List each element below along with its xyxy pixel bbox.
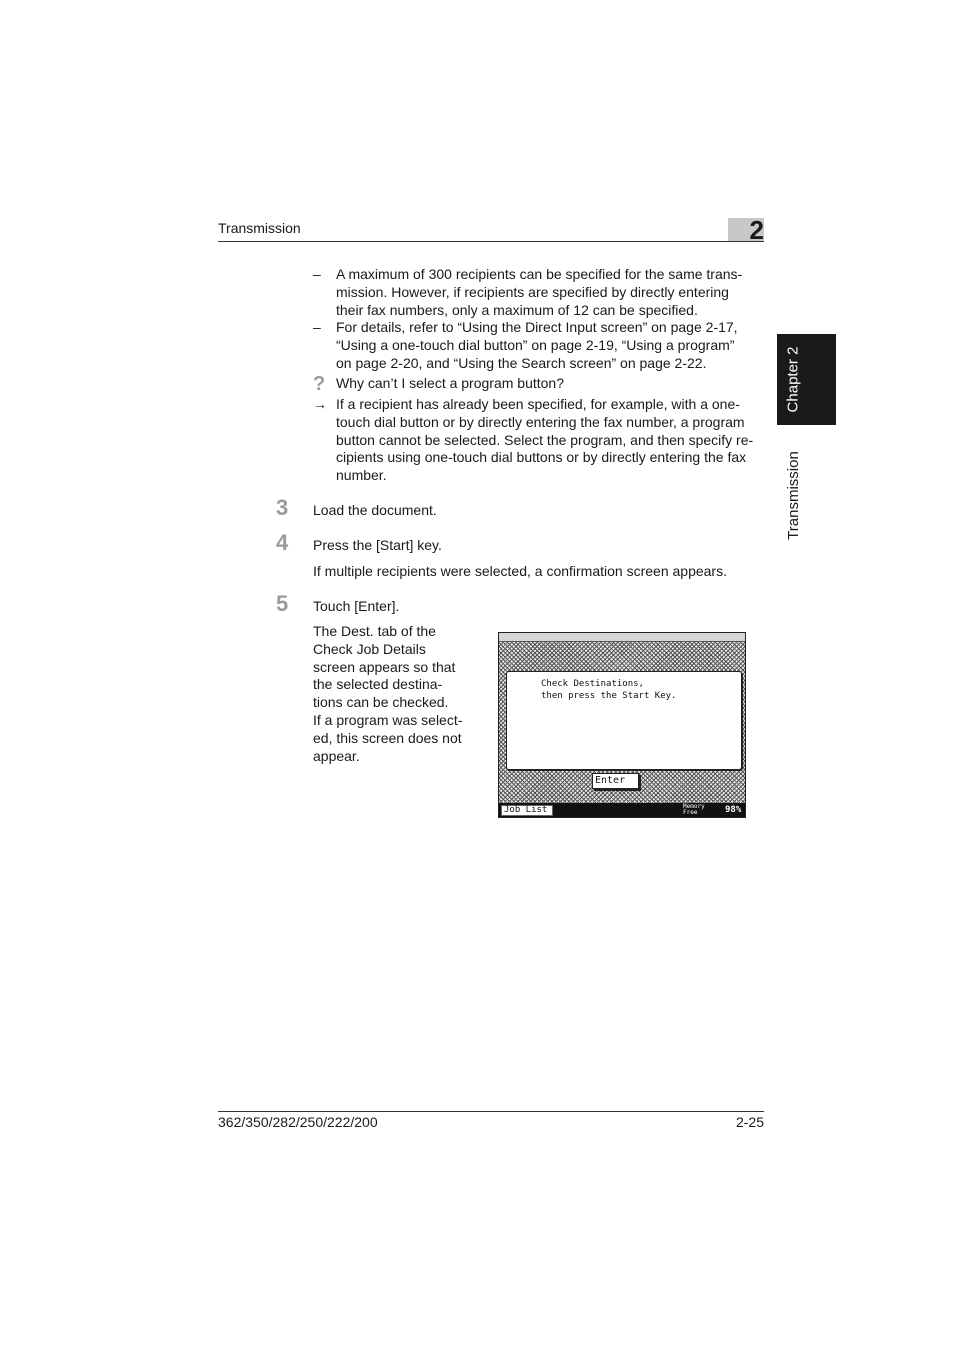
note-item — [313, 319, 763, 372]
step-number: 3 — [276, 495, 289, 520]
step-text: Press the [Start] key. — [313, 537, 442, 553]
note-line: For details, refer to “Using the Direct Input screen” on page 2-17, — [336, 319, 738, 335]
device-screen — [498, 632, 746, 818]
step-detail-line: tions can be checked. — [313, 694, 449, 711]
answer-line: cipients using one-touch dial buttons or by directly entering the fax — [336, 449, 747, 466]
note-line: mission. However, if recipients are specified by directly entering — [336, 283, 729, 300]
enter-button[interactable]: Enter — [592, 773, 639, 789]
side-section-label — [777, 440, 809, 550]
chapter-number: 2 — [749, 215, 764, 245]
step-detail-line: If a program was select- — [313, 711, 463, 728]
step-number: 4 — [276, 530, 289, 555]
dash-marker: – — [313, 319, 321, 335]
answer-line: If a recipient has already been specified, for example, with a one- — [336, 396, 740, 412]
step-detail-line: The Dest. tab of the — [313, 623, 436, 639]
note-line: A maximum of 300 recipients can be specified for the same trans- — [336, 266, 743, 282]
confirmation-dialog — [506, 671, 742, 770]
dialog-message-line: then press the Start Key. — [541, 691, 677, 701]
step-detail-line: screen appears so that — [313, 658, 456, 675]
step-text: Touch [Enter]. — [313, 598, 400, 614]
footer-models: 362/350/282/250/222/200 — [218, 1114, 378, 1130]
note-item — [313, 266, 763, 319]
dash-marker: – — [313, 266, 321, 282]
arrow-right-icon: → — [313, 396, 327, 412]
note-line: “Using a one-touch dial button” on page 2-19, “Using a program” — [336, 336, 735, 353]
answer-line: number. — [336, 467, 387, 484]
step-detail-line: the selected destina- — [313, 676, 443, 693]
memory-free-label — [683, 804, 723, 816]
memory-free-value: 98% — [725, 805, 742, 815]
side-chapter-text: Chapter 2 — [784, 346, 802, 413]
screen-top-strip — [499, 633, 745, 642]
step-number: 5 — [276, 591, 289, 616]
answer-item — [313, 396, 763, 485]
job-list-button[interactable]: Job List — [501, 805, 553, 816]
dialog-message-line: Check Destinations, — [541, 679, 644, 689]
step-detail-line: appear. — [313, 747, 360, 764]
header-rule — [218, 241, 764, 242]
step-detail-line: ed, this screen does not — [313, 729, 462, 746]
note-line: their fax numbers, only a maximum of 12 can be specified. — [336, 301, 698, 318]
answer-line: button cannot be selected. Select the program, and then specify re- — [336, 431, 754, 448]
footer-rule — [218, 1111, 764, 1112]
step-text: Load the document. — [313, 502, 437, 518]
memory-label-line: Free — [683, 809, 698, 816]
step-detail-line: Check Job Details — [313, 640, 426, 657]
side-chapter-label — [777, 334, 809, 425]
memory-label-line: Memory — [683, 803, 705, 810]
answer-line: touch dial button or by directly entering the fax number, a program — [336, 413, 745, 430]
side-section-text: Transmission — [784, 450, 802, 540]
question-mark-icon: ? — [313, 373, 326, 395]
footer-page-number: 2-25 — [735, 1114, 764, 1130]
step-detail: If multiple recipients were selected, a confirmation screen appears. — [313, 563, 727, 579]
question-item — [313, 375, 763, 393]
header-section-title: Transmission — [218, 220, 301, 236]
question-text: Why can’t I select a program button? — [336, 375, 564, 391]
note-line: on page 2-20, and “Using the Search screen” on page 2-22. — [336, 354, 707, 371]
step-detail — [313, 623, 488, 765]
